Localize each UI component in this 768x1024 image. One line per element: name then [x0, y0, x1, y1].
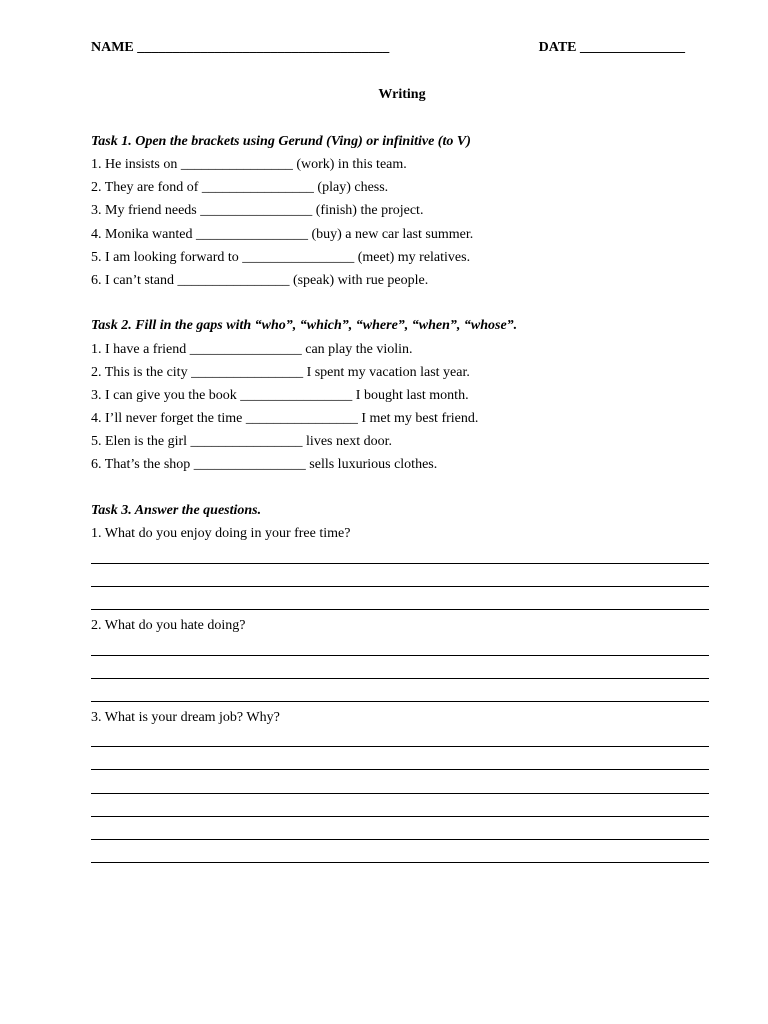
task2-item-4: 4. I’ll never forget the time ________________ I met my best friend. — [91, 411, 479, 426]
header-row — [91, 40, 685, 60]
answer-line[interactable] — [91, 793, 709, 794]
task1-item-5: 5. I am looking forward to ________________ (meet) my relatives. — [91, 250, 471, 265]
answer-line[interactable] — [91, 769, 709, 770]
task2-item-5: 5. Elen is the girl ________________ lives next door. — [91, 434, 392, 449]
answer-line[interactable] — [91, 586, 709, 587]
task3-question-2: 2. What do you hate doing? — [91, 618, 246, 633]
answer-line[interactable] — [91, 701, 709, 702]
task2-item-6: 6. That’s the shop ________________ sells luxurious clothes. — [91, 457, 438, 472]
answer-line[interactable] — [91, 839, 709, 840]
answer-line[interactable] — [91, 862, 709, 863]
task1-item-6: 6. I can’t stand ________________ (speak) with rue people. — [91, 273, 429, 288]
answer-line[interactable] — [91, 816, 709, 817]
answer-line[interactable] — [91, 609, 709, 610]
name-field[interactable]: NAME ____________________________________ — [91, 40, 390, 55]
answer-line[interactable] — [91, 655, 709, 656]
task2-item-1: 1. I have a friend ________________ can play the violin. — [91, 342, 413, 357]
task1-item-2: 2. They are fond of ________________ (play) chess. — [91, 180, 389, 195]
task2-heading: Task 2. Fill in the gaps with “who”, “which”, “where”, “when”, “whose”. — [91, 318, 518, 333]
task1-item-1: 1. He insists on ________________ (work) in this team. — [91, 157, 407, 172]
answer-line[interactable] — [91, 563, 709, 564]
task2-item-2: 2. This is the city ________________ I spent my vacation last year. — [91, 365, 470, 380]
date-field[interactable]: DATE _______________ — [538, 40, 685, 55]
task3-heading: Task 3. Answer the questions. — [91, 503, 262, 518]
answer-line[interactable] — [91, 678, 709, 679]
task3-question-3: 3. What is your dream job? Why? — [91, 710, 280, 725]
task1-item-3: 3. My friend needs ________________ (finish) the project. — [91, 203, 424, 218]
answer-line[interactable] — [91, 746, 709, 747]
page-title: Writing — [378, 87, 426, 102]
task2-item-3: 3. I can give you the book ________________ I bought last month. — [91, 388, 469, 403]
task1-heading: Task 1. Open the brackets using Gerund (Ving) or infinitive (to V) — [91, 134, 471, 149]
task3-question-1: 1. What do you enjoy doing in your free time? — [91, 526, 351, 541]
task1-item-4: 4. Monika wanted ________________ (buy) a new car last summer. — [91, 227, 474, 242]
